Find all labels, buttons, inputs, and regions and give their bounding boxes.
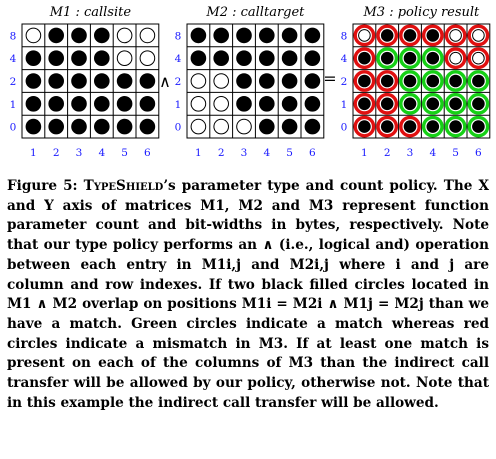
row-tick-label: 2 <box>174 76 182 88</box>
filled-circle <box>473 75 485 87</box>
filled-circle <box>191 51 206 66</box>
empty-circle <box>191 97 206 112</box>
col-tick-label: 1 <box>195 147 202 159</box>
empty-circle <box>117 51 132 66</box>
filled-circle <box>305 119 320 134</box>
empty-circle <box>26 28 41 43</box>
row-tick-label: 4 <box>9 53 17 66</box>
row-tick-label: 0 <box>9 121 17 134</box>
filled-circle <box>427 98 439 110</box>
filled-circle <box>305 97 320 112</box>
filled-circle <box>237 28 252 43</box>
filled-circle <box>49 119 64 134</box>
filled-circle <box>49 51 64 66</box>
caption-text: ’s parameter type and count policy. The X and Y axis of matrices M1, M2 and M3 represent function parameter count and bit-widths in bytes, respectively. Note that our type policy performs an ∧ (i.e., logical and) operation between each entry in M1i,j and M2i,j where i and j are column and row indexes. If two black filled circles located in M1 ∧ M2 overlap on positions M1i = M2i ∧ M1j = M2j than we have a match. Green circles indicate a match whereas red circles indicate a mismatch in M3. If at least one match is present on each of the columns of M3 than the indirect call transfer will be allowed by our policy, otherwise not. Note that in this example the indirect call transfer will be allowed. <box>7 178 490 411</box>
filled-circle <box>95 119 110 134</box>
filled-circle <box>260 119 275 134</box>
filled-circle <box>95 51 110 66</box>
filled-circle <box>26 51 41 66</box>
empty-circle <box>237 119 252 134</box>
filled-circle <box>26 74 41 89</box>
filled-circle <box>260 74 275 89</box>
empty-circle <box>473 52 485 64</box>
figure-caption <box>7 177 489 413</box>
filled-circle <box>95 74 110 89</box>
filled-circle <box>72 119 87 134</box>
col-tick-label: 3 <box>240 147 248 159</box>
empty-circle <box>214 119 229 134</box>
row-tick-label: 0 <box>174 121 182 134</box>
filled-circle <box>359 52 371 64</box>
filled-circle <box>450 98 462 110</box>
row-tick-label: 8 <box>9 30 17 43</box>
filled-circle <box>26 119 41 134</box>
filled-circle <box>117 97 132 112</box>
empty-circle <box>450 52 462 64</box>
figure-5-matrices <box>0 0 496 170</box>
filled-circle <box>95 28 110 43</box>
col-tick-label: 2 <box>383 147 391 159</box>
col-tick-label: 1 <box>361 147 368 159</box>
empty-circle <box>214 74 229 89</box>
filled-circle <box>49 28 64 43</box>
empty-circle <box>359 30 371 42</box>
filled-circle <box>282 97 297 112</box>
filled-circle <box>49 97 64 112</box>
row-tick-label: 0 <box>340 121 348 134</box>
matrix-title: M2 : calltarget <box>206 5 305 20</box>
empty-circle <box>473 30 485 42</box>
filled-circle <box>427 121 439 133</box>
filled-circle <box>49 74 64 89</box>
col-tick-label: 4 <box>263 147 271 159</box>
empty-circle <box>450 30 462 42</box>
filled-circle <box>214 28 229 43</box>
figure-label: Figure 5: <box>7 178 78 194</box>
col-tick-label: 5 <box>286 147 293 159</box>
filled-circle <box>214 51 229 66</box>
filled-circle <box>427 52 439 64</box>
filled-circle <box>72 51 87 66</box>
empty-circle <box>214 97 229 112</box>
col-tick-label: 3 <box>406 147 414 159</box>
filled-circle <box>282 28 297 43</box>
filled-circle <box>305 51 320 66</box>
col-tick-label: 2 <box>217 147 225 159</box>
row-tick-label: 8 <box>340 30 348 43</box>
filled-circle <box>260 51 275 66</box>
col-tick-label: 6 <box>144 147 151 159</box>
col-tick-label: 5 <box>121 147 128 159</box>
filled-circle <box>260 28 275 43</box>
row-tick-label: 4 <box>174 53 182 66</box>
matrix-m1-callsite <box>10 5 159 159</box>
filled-circle <box>381 52 393 64</box>
col-tick-label: 6 <box>475 147 482 159</box>
filled-circle <box>305 28 320 43</box>
matrix-title: M3 : policy result <box>363 5 480 20</box>
filled-circle <box>450 75 462 87</box>
filled-circle <box>427 75 439 87</box>
filled-circle <box>237 97 252 112</box>
col-tick-label: 1 <box>30 147 37 159</box>
and-operator: ∧ <box>159 72 171 91</box>
empty-circle <box>191 74 206 89</box>
filled-circle <box>404 121 416 133</box>
filled-circle <box>282 119 297 134</box>
filled-circle <box>359 121 371 133</box>
filled-circle <box>450 121 462 133</box>
filled-circle <box>359 75 371 87</box>
empty-circle <box>117 28 132 43</box>
row-tick-label: 1 <box>9 98 17 111</box>
col-tick-label: 3 <box>75 147 83 159</box>
empty-circle <box>140 51 155 66</box>
filled-circle <box>305 74 320 89</box>
filled-circle <box>140 97 155 112</box>
filled-circle <box>72 28 87 43</box>
col-tick-label: 4 <box>429 147 437 159</box>
filled-circle <box>359 98 371 110</box>
col-tick-label: 5 <box>452 147 459 159</box>
matrix-title: M1 : callsite <box>49 5 132 20</box>
filled-circle <box>191 28 206 43</box>
matrix-m2-calltarget <box>175 5 324 159</box>
filled-circle <box>117 119 132 134</box>
filled-circle <box>427 30 439 42</box>
filled-circle <box>260 97 275 112</box>
filled-circle <box>72 97 87 112</box>
row-tick-label: 8 <box>174 30 182 43</box>
filled-circle <box>95 97 110 112</box>
filled-circle <box>237 74 252 89</box>
filled-circle <box>473 98 485 110</box>
filled-circle <box>381 75 393 87</box>
filled-circle <box>72 74 87 89</box>
filled-circle <box>381 121 393 133</box>
empty-circle <box>140 28 155 43</box>
empty-circle <box>191 119 206 134</box>
filled-circle <box>404 98 416 110</box>
row-tick-label: 1 <box>174 98 182 111</box>
filled-circle <box>282 74 297 89</box>
filled-circle <box>404 52 416 64</box>
filled-circle <box>140 119 155 134</box>
filled-circle <box>282 51 297 66</box>
filled-circle <box>404 30 416 42</box>
filled-circle <box>473 121 485 133</box>
matrix-m3-policy-result <box>341 5 490 159</box>
filled-circle <box>381 30 393 42</box>
row-tick-label: 2 <box>340 76 348 88</box>
tool-name: TypeShield <box>83 178 164 194</box>
equals-operator: = <box>323 69 337 88</box>
row-tick-label: 4 <box>340 53 348 66</box>
filled-circle <box>381 98 393 110</box>
filled-circle <box>26 97 41 112</box>
filled-circle <box>140 74 155 89</box>
row-tick-label: 1 <box>340 98 348 111</box>
col-tick-label: 6 <box>309 147 316 159</box>
filled-circle <box>237 51 252 66</box>
filled-circle <box>117 74 132 89</box>
col-tick-label: 2 <box>52 147 60 159</box>
row-tick-label: 2 <box>9 76 17 88</box>
col-tick-label: 4 <box>98 147 106 159</box>
filled-circle <box>404 75 416 87</box>
